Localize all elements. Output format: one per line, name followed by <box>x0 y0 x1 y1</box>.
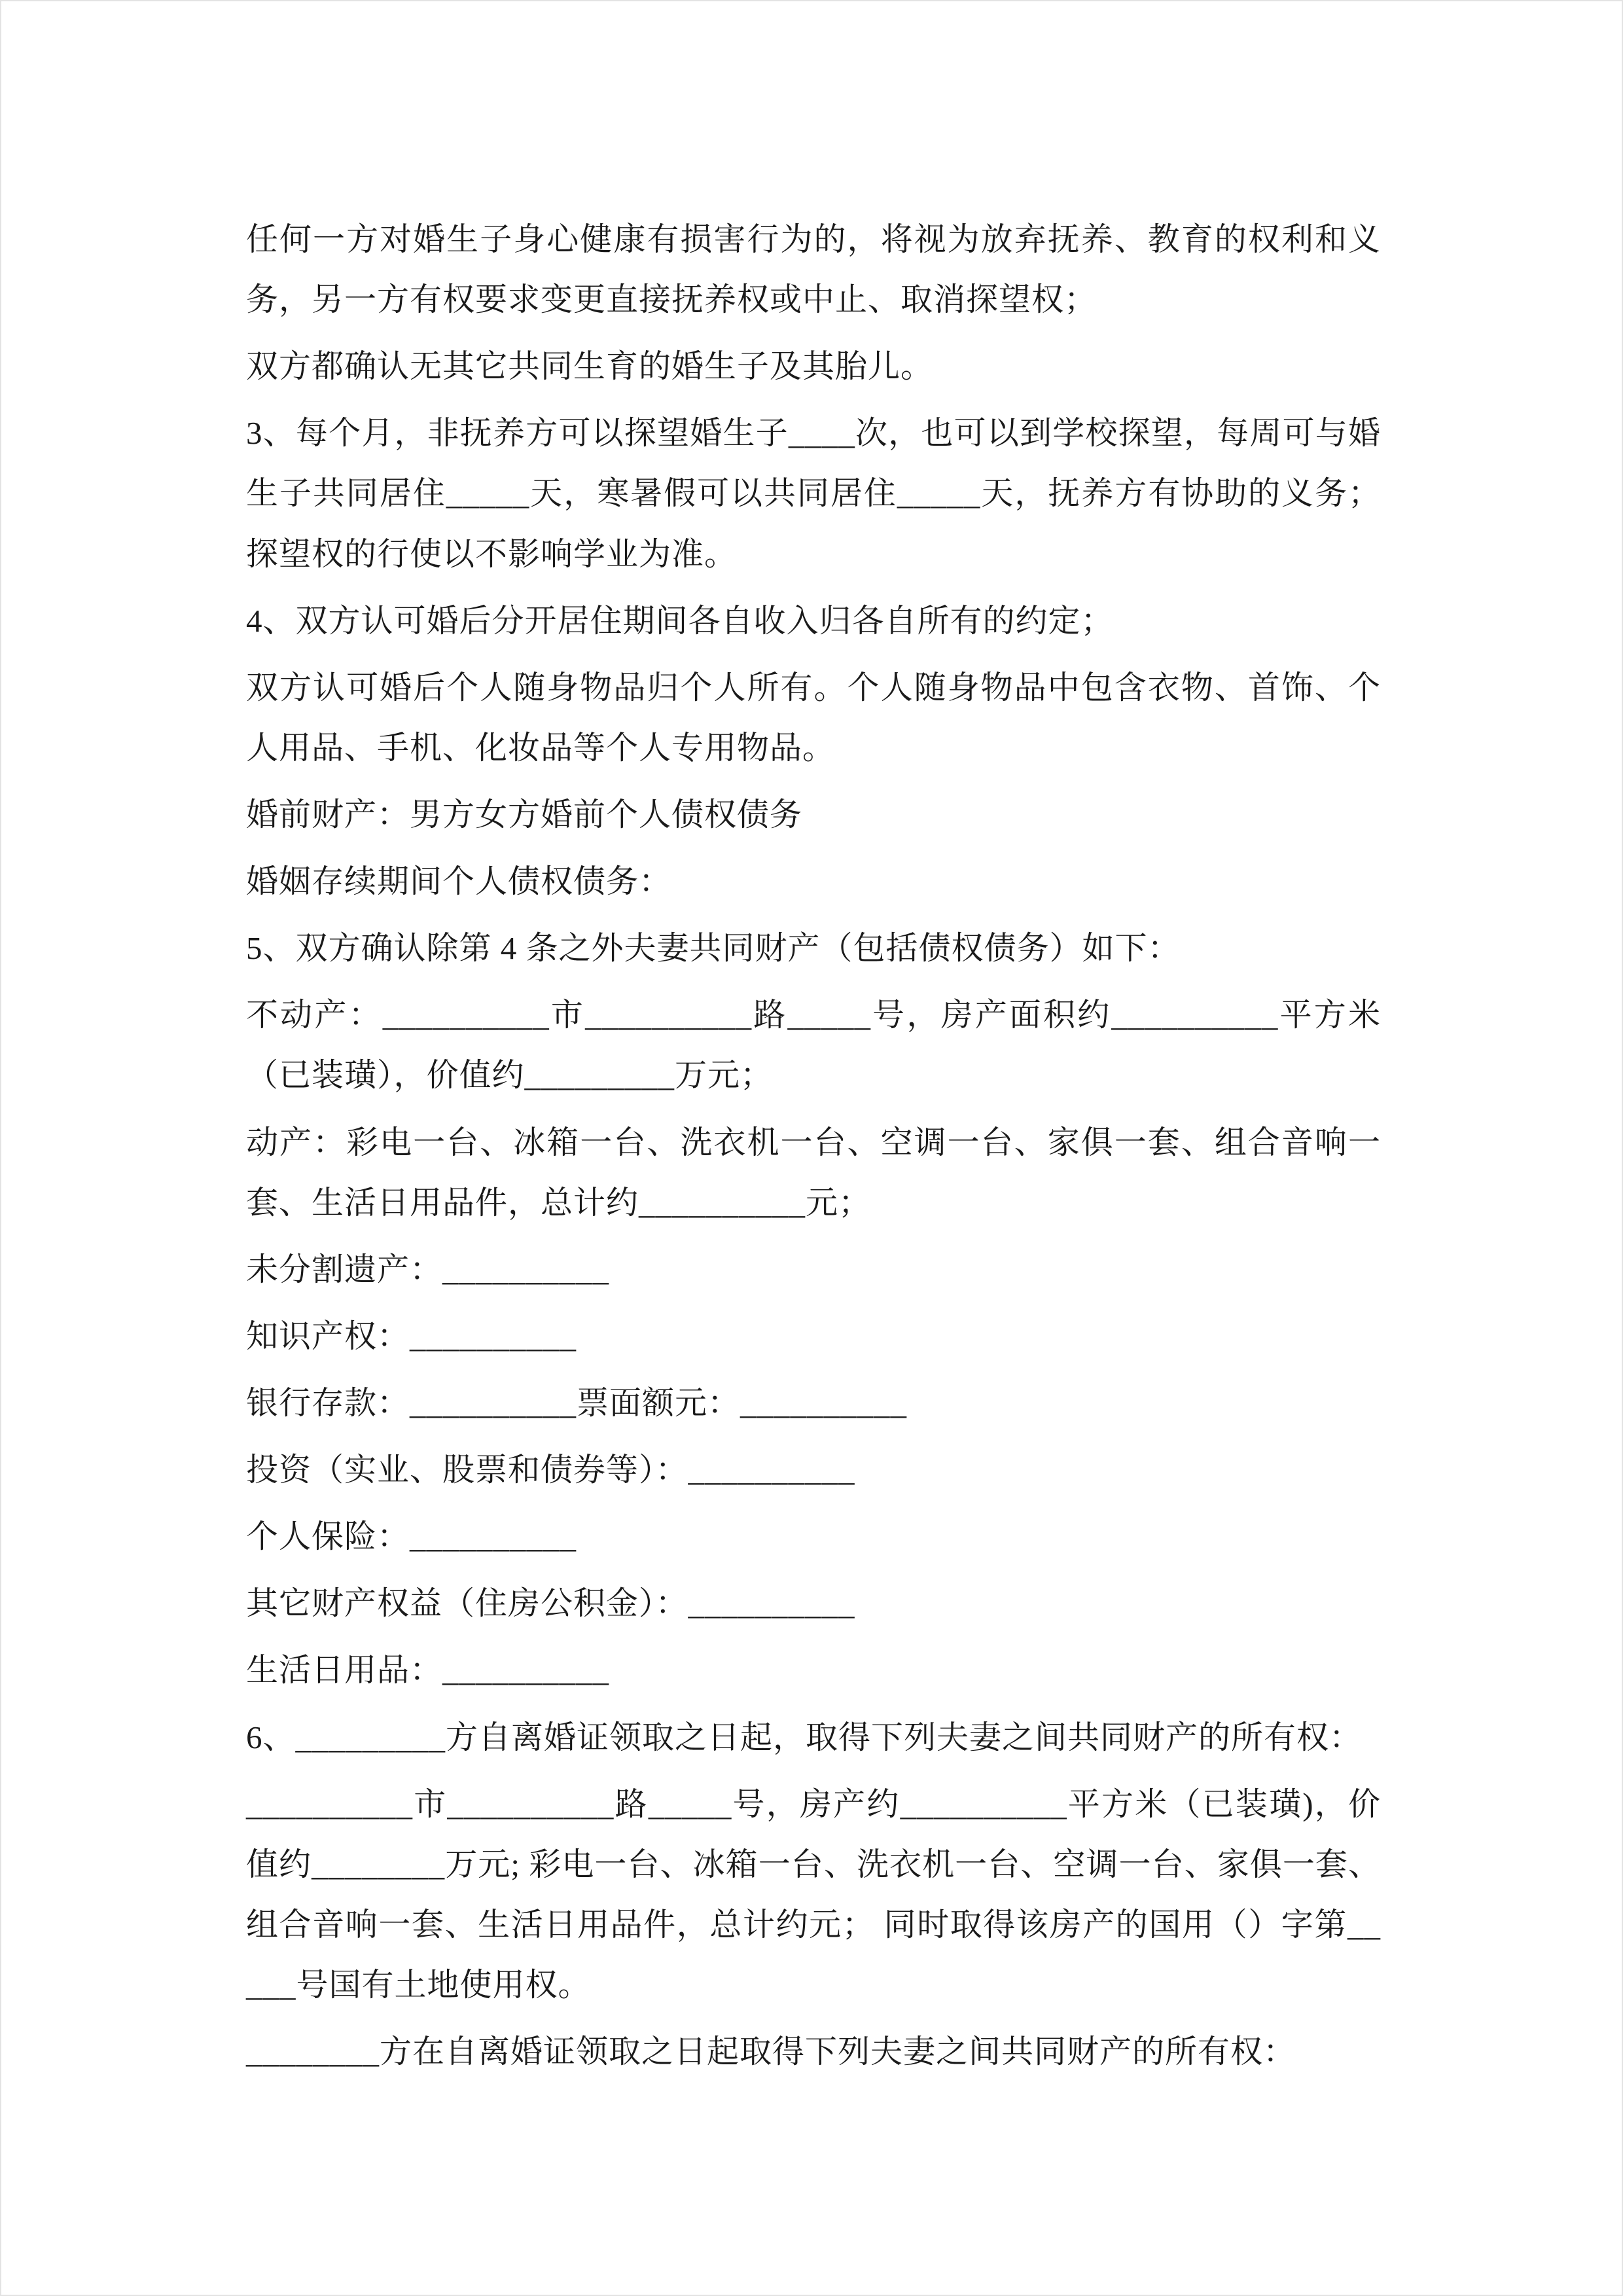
line-premarital-property: 婚前财产：男方女方婚前个人债权债务 <box>246 796 803 833</box>
clause-personal-items: 双方认可婚后个人随身物品归个人所有。个人随身物品中包含衣物、首饰、个人用品、手机、化妆品等个人专用物品。 <box>246 669 1381 766</box>
line-daily-necessities: 生活日用品：__________ <box>246 1652 610 1689</box>
clause-no-other-children: 双方都确认无其它共同生育的婚生子及其胎儿。 <box>246 348 934 385</box>
line-undivided-inheritance: 未分割遗产：__________ <box>246 1251 610 1287</box>
line-real-estate: 不动产：__________市__________路_____号，房产面积约__________平方米（已装璜），价值约_________万元； <box>246 997 1381 1094</box>
line-personal-insurance: 个人保险：__________ <box>246 1518 577 1555</box>
clause-6-property-details: __________市__________路_____号，房产约__________平方米（已装璜)，价值约________万元; 彩电一台、冰箱一台、洗衣机一台、空调一台、家俱一套、组合音响一套、生活日用品件，总计约元； 同时取得该房产的国用（）字第_____号国有土地使用权。 <box>246 1785 1381 2003</box>
line-investments: 投资（实业、股票和债券等）：__________ <box>246 1452 855 1488</box>
clause-3-visitation: 3、每个月，非抚养方可以探望婚生子____次，也可以到学校探望，每周可与婚生子共同居住_____天，寒暑假可以共同居住_____天，抚养方有协助的义务；探望权的行使以不影响学业为准。 <box>246 415 1381 572</box>
clause-4-income-agreement: 4、双方认可婚后分开居住期间各自收入归各自所有的约定； <box>246 602 1114 639</box>
clause-5-joint-property: 5、双方确认除第 4 条之外夫妻共同财产（包括债权债务）如下： <box>246 930 1181 967</box>
clause-other-party-ownership: ________方在自离婚证领取之日起取得下列夫妻之间共同财产的所有权： <box>246 2034 1296 2070</box>
line-marriage-period-debts: 婚姻存续期间个人债权债务： <box>246 863 672 900</box>
clause-6-ownership-grant: 6、_________方自离婚证领取之日起，取得下列夫妻之间共同财产的所有权： <box>246 1719 1363 1755</box>
line-other-property-rights: 其它财产权益（住房公积金）：__________ <box>246 1585 855 1622</box>
line-movable-property: 动产：彩电一台、冰箱一台、洗衣机一台、空调一台、家俱一套、组合音响一套、生活日用品件，总计约__________元； <box>246 1124 1381 1221</box>
line-intellectual-property: 知识产权：__________ <box>246 1318 577 1354</box>
line-bank-deposits: 银行存款：__________票面额元：__________ <box>246 1384 908 1421</box>
clause-harm-provision: 任何一方对婚生子身心健康有损害行为的，将视为放弃抚养、教育的权利和义务，另一方有权要求变更直接抚养权或中止、取消探望权； <box>246 221 1381 318</box>
